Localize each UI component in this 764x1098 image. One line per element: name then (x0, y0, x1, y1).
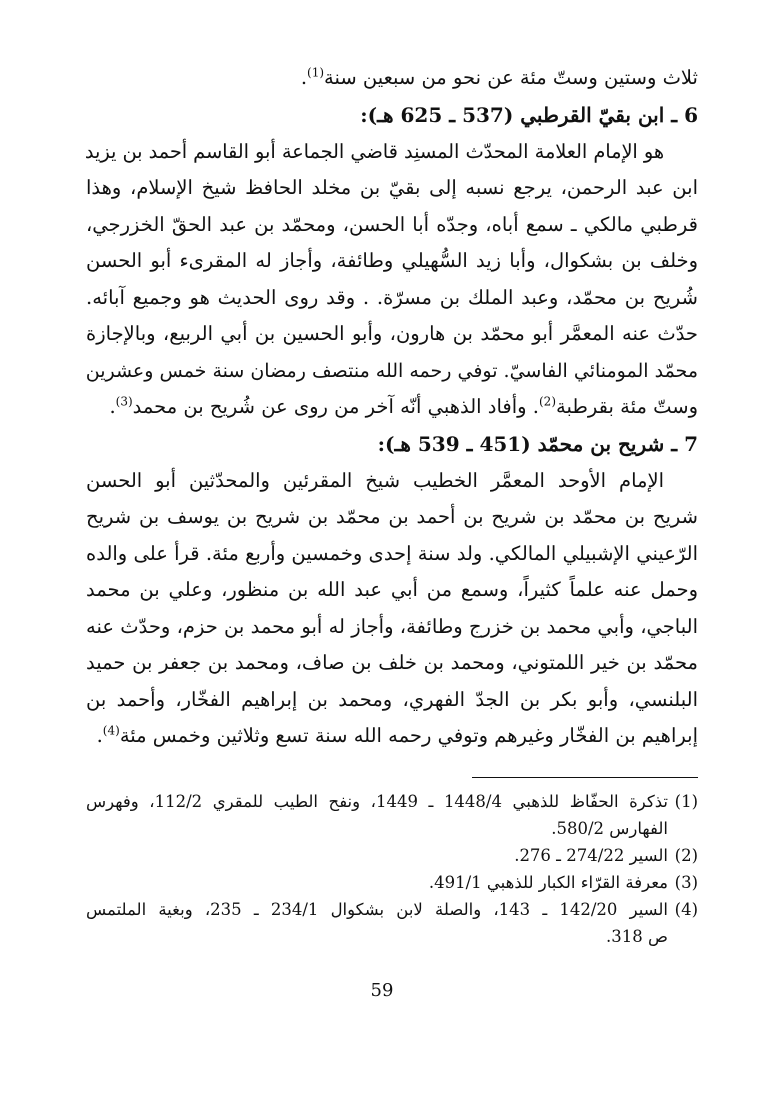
text-line: ثلاث وستين وستّ مئة عن نحو من سبعين سنة$^{(1)}$. (300, 65, 698, 89)
footnote-text: السير 142/20 ـ 143، والصلة لابن بشكوال 234/1 ـ 235، وبغية الملتمس (86, 900, 669, 919)
footnote-3 (86, 869, 698, 896)
footnote-separator (472, 777, 698, 779)
text-line: الرّعيني الإشبيلي المالكي. ولد سنة إحدى وخمسين وأربع مئة. قرأ على والده (86, 541, 698, 565)
footnote-text: تذكرة الحفّاظ للذهبي 1448/4 ـ 1449، ونفح الطيب للمقري 112/2، وفهرس (86, 792, 668, 811)
footnote-text: معرفة القرّاء الكبار للذهبي 491/1. (428, 873, 668, 892)
text-line: الباجي، وأبي محمد بن خزرج وطائفة، وأجاز له أبو محمد بن حزم، وحدّث عنه (86, 614, 698, 638)
text-line: شُريح بن محمّد، وعبد الملك بن مسرّة. . وقد روى الحديث هو وجميع آبائه. (86, 285, 698, 309)
footnote-4 (86, 896, 698, 923)
text-line: البلنسي، وأبو بكر بن الجدّ الفهري، ومحمد بن إبراهيم الفخّار، وأحمد بن (86, 687, 698, 711)
footnote-number: (2) (674, 846, 698, 865)
footnote-ref: (3) (115, 394, 133, 409)
text-line: إبراهيم بن الفخّار وغيرهم وتوفي رحمه الله سنة تسع وثلاثين وخمس مئة$^{(4)}$. (96, 723, 698, 747)
text-line: الإمام الأوحد المعمَّر الخطيب شيخ المقرئين والمحدّثين أبو الحسن (86, 468, 664, 492)
footnote-number: (3) (674, 873, 698, 892)
text-line: وستّ مئة بقرطبة$^{(2)}$. وأفاد الذهبي أنّه آخر من روى عن شُريح بن محمد$^{(3)}$. (109, 394, 698, 418)
footnote-ref: (1) (307, 65, 325, 80)
footnote-1 (86, 788, 698, 815)
footnote-number: (4) (674, 900, 698, 919)
text-line: محمّد المومنائي الفاسيّ. توفي رحمه الله منتصف رمضان سنة خمس وعشرين (85, 359, 698, 382)
text-line: وخلف بن بشكوال، وأبا زيد السُّهيلي وطائفة، وأجاز له المقرىء أبو الحسن (86, 249, 698, 272)
section-heading-7: 7 ـ شريح بن محمّد (451 ـ 539 هـ): (377, 431, 698, 456)
page-number: 59 (370, 980, 394, 1001)
book-page (86, 60, 698, 1050)
footnote-ref: (2) (538, 394, 556, 409)
footnote-1-continuation: الفهارس 580/2. (551, 819, 668, 838)
footnote-text: السير 274/22 ـ 276. (514, 846, 668, 865)
text-line: محمّد بن خير اللمتوني، ومحمد بن خلف بن صاف، ومحمد بن جعفر بن حميد (86, 651, 698, 674)
footnote-ref: (4) (102, 723, 120, 738)
text-line: حدّث عنه المعمَّر أبو محمّد بن هارون، وأبو الحسين بن أبي الربيع، وبالإجازة (86, 322, 698, 345)
section-heading-6: 6 ـ ابن بقيّ القرطبي (537 ـ 625 هـ): (360, 102, 698, 127)
text-line: ابن عبد الرحمن، يرجع نسبه إلى بقيّ بن مخلد الحافظ شيخ الإسلام، وهذا (86, 176, 698, 199)
footnote-number: (1) (674, 792, 698, 811)
text-line: شريح بن محمّد بن شريح بن أحمد بن محمّد بن شريح بن يوسف بن شريح (86, 505, 698, 528)
footnote-2 (86, 842, 698, 869)
footnote-4-continuation: ص 318. (606, 927, 668, 946)
text-line: هو الإمام العلامة المحدّث المسنِد قاضي الجماعة أبو القاسم أحمد بن يزيد (84, 139, 664, 163)
text-line: قرطبي مالكي ـ سمع أباه، وجدّه أبا الحسن، ومحمّد بن عبد الحقّ الخزرجي، (86, 212, 698, 236)
text-line: وحمل عنه علماً كثيراً، وسمع من أبي عبد الله بن منظور، وعلي بن محمد (86, 578, 698, 601)
